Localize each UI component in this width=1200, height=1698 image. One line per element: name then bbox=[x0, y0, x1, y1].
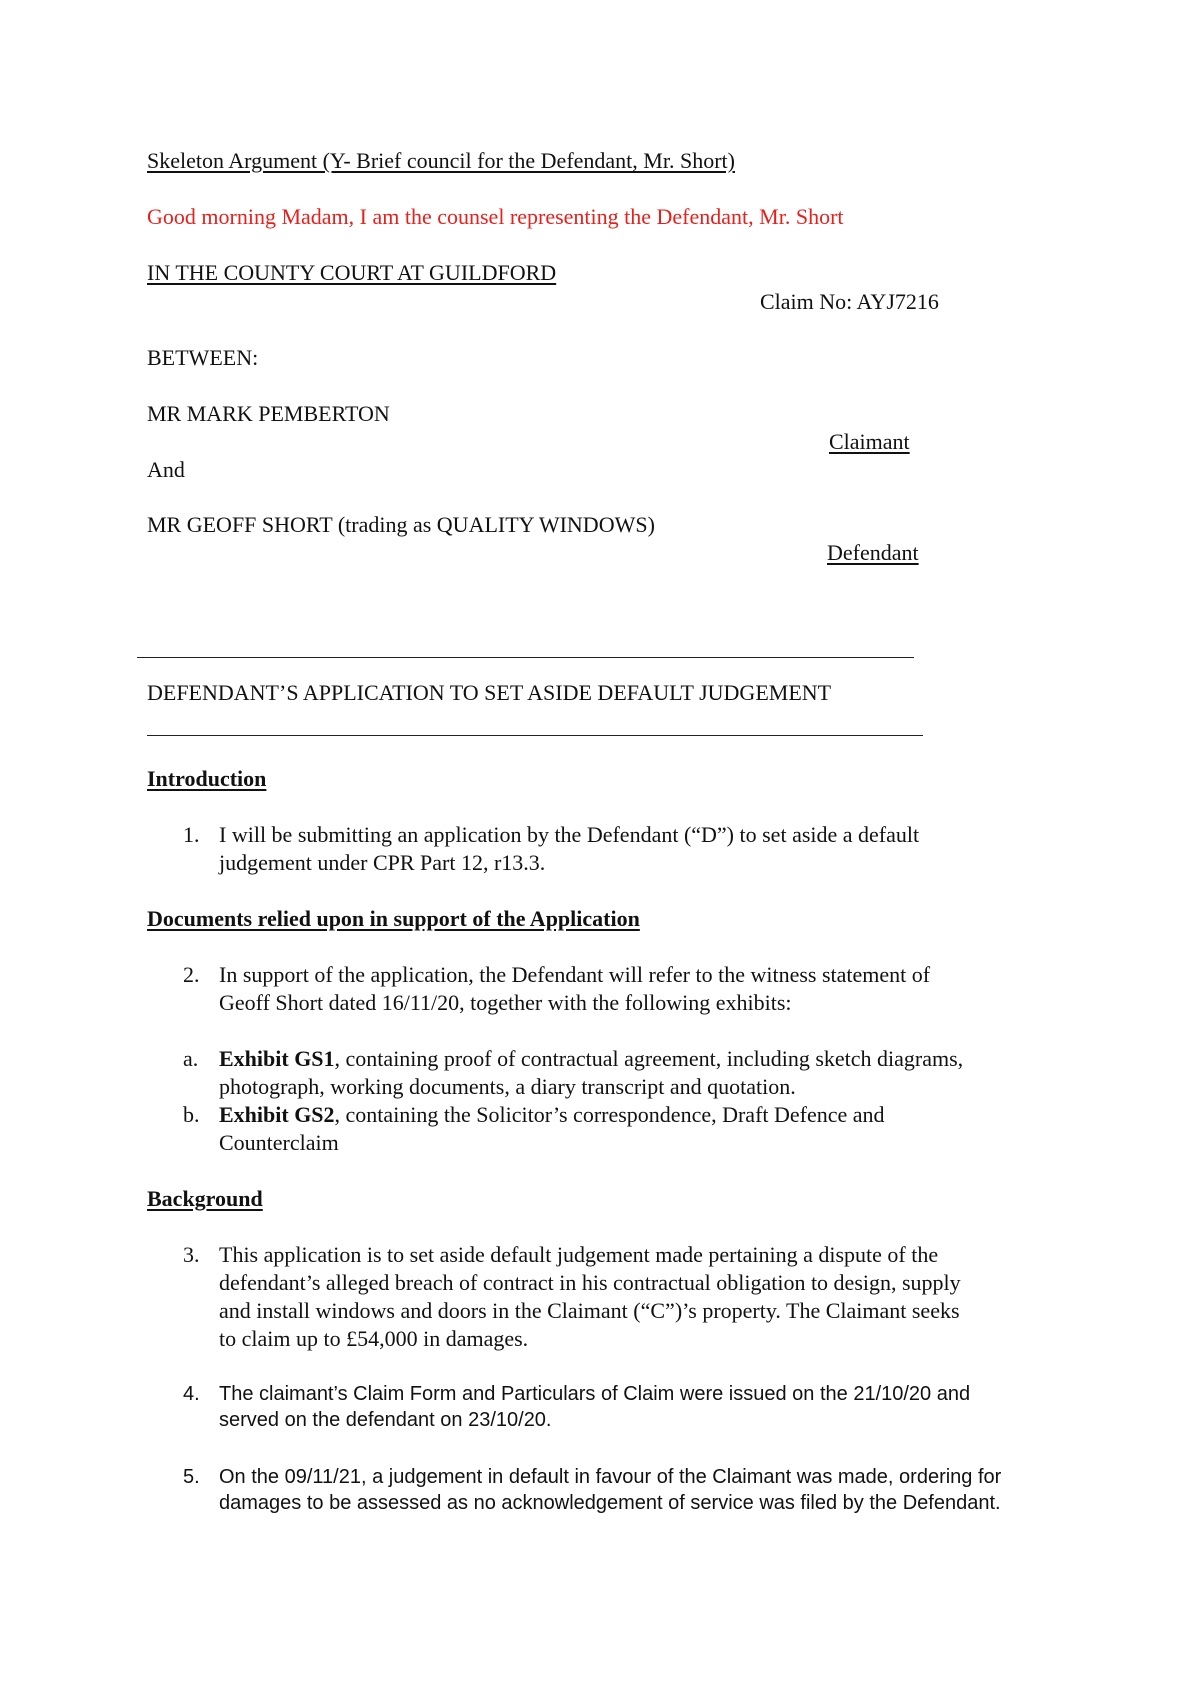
exhibit-label: Exhibit GS2 bbox=[219, 1102, 335, 1127]
claim-number: Claim No: AYJ7216 bbox=[760, 289, 939, 314]
paragraph-line: damages to be assessed as no acknowledgement of service was filed by the Defendant. bbox=[219, 1492, 1001, 1514]
paragraph-line: Geoff Short dated 16/11/20, together with the following exhibits: bbox=[219, 990, 792, 1015]
paragraph-3 bbox=[219, 1241, 961, 1353]
paragraph-line: The claimant’s Claim Form and Particulars of Claim were issued on the 21/10/20 and bbox=[219, 1383, 971, 1405]
paragraph-line: I will be submitting an application by the Defendant (“D”) to set aside a default bbox=[219, 822, 920, 847]
document-title: Skeleton Argument (Y- Brief council for the Defendant, Mr. Short) bbox=[147, 148, 735, 173]
greeting-line: Good morning Madam, I am the counsel representing the Defendant, Mr. Short bbox=[147, 204, 844, 229]
and-label: And bbox=[147, 457, 185, 482]
paragraph-line: served on the defendant on 23/10/20. bbox=[219, 1409, 552, 1431]
court-name: IN THE COUNTY COURT AT GUILDFORD bbox=[147, 260, 557, 285]
paragraph-line: photograph, working documents, a diary transcript and quotation. bbox=[219, 1074, 796, 1099]
top-rule bbox=[137, 657, 914, 658]
bottom-rule bbox=[147, 735, 923, 736]
paragraph-4 bbox=[219, 1381, 970, 1433]
claimant-role: Claimant bbox=[829, 429, 910, 454]
paragraph-2 bbox=[219, 961, 930, 1017]
application-title: DEFENDANT’S APPLICATION TO SET ASIDE DEFAULT JUDGEMENT bbox=[147, 680, 832, 705]
defendant-role: Defendant bbox=[827, 540, 919, 565]
paragraph-line: In support of the application, the Defendant will refer to the witness statement of bbox=[219, 962, 931, 987]
list-letter: b. bbox=[183, 1102, 200, 1127]
list-number: 5. bbox=[183, 1466, 200, 1488]
exhibit-text: , containing proof of contractual agreement, including sketch diagrams, bbox=[334, 1046, 964, 1071]
paragraph-line: judgement under CPR Part 12, r13.3. bbox=[219, 850, 546, 875]
paragraph-line: to claim up to £54,000 in damages. bbox=[219, 1326, 529, 1351]
paragraph-line: On the 09/11/21, a judgement in default in favour of the Claimant was made, ordering for bbox=[219, 1466, 1002, 1488]
section-heading-introduction: Introduction bbox=[147, 766, 267, 791]
claimant-name: MR MARK PEMBERTON bbox=[147, 401, 390, 426]
paragraph-line: Counterclaim bbox=[219, 1130, 339, 1155]
exhibit-gs1-item bbox=[219, 1045, 963, 1101]
list-number: 1. bbox=[183, 822, 200, 847]
paragraph-5 bbox=[219, 1464, 1001, 1516]
paragraph-line: defendant’s alleged breach of contract in his contractual obligation to design, supply bbox=[219, 1270, 961, 1295]
list-letter: a. bbox=[183, 1046, 199, 1071]
between-label: BETWEEN: bbox=[147, 345, 259, 370]
paragraph-1 bbox=[219, 821, 919, 877]
list-number: 4. bbox=[183, 1383, 200, 1405]
paragraph-line: This application is to set aside default judgement made pertaining a dispute of the bbox=[219, 1242, 939, 1267]
section-heading-documents: Documents relied upon in support of the Application bbox=[147, 906, 640, 931]
paragraph-line: and install windows and doors in the Claimant (“C”)’s property. The Claimant seeks bbox=[219, 1298, 960, 1323]
list-number: 3. bbox=[183, 1242, 200, 1267]
exhibit-text: , containing the Solicitor’s correspondence, Draft Defence and bbox=[334, 1102, 885, 1127]
exhibit-gs2-item bbox=[219, 1101, 885, 1157]
list-number: 2. bbox=[183, 962, 200, 987]
section-heading-background: Background bbox=[147, 1186, 263, 1211]
defendant-name: MR GEOFF SHORT (trading as QUALITY WINDOWS) bbox=[147, 512, 655, 537]
exhibit-label: Exhibit GS1 bbox=[219, 1046, 335, 1071]
